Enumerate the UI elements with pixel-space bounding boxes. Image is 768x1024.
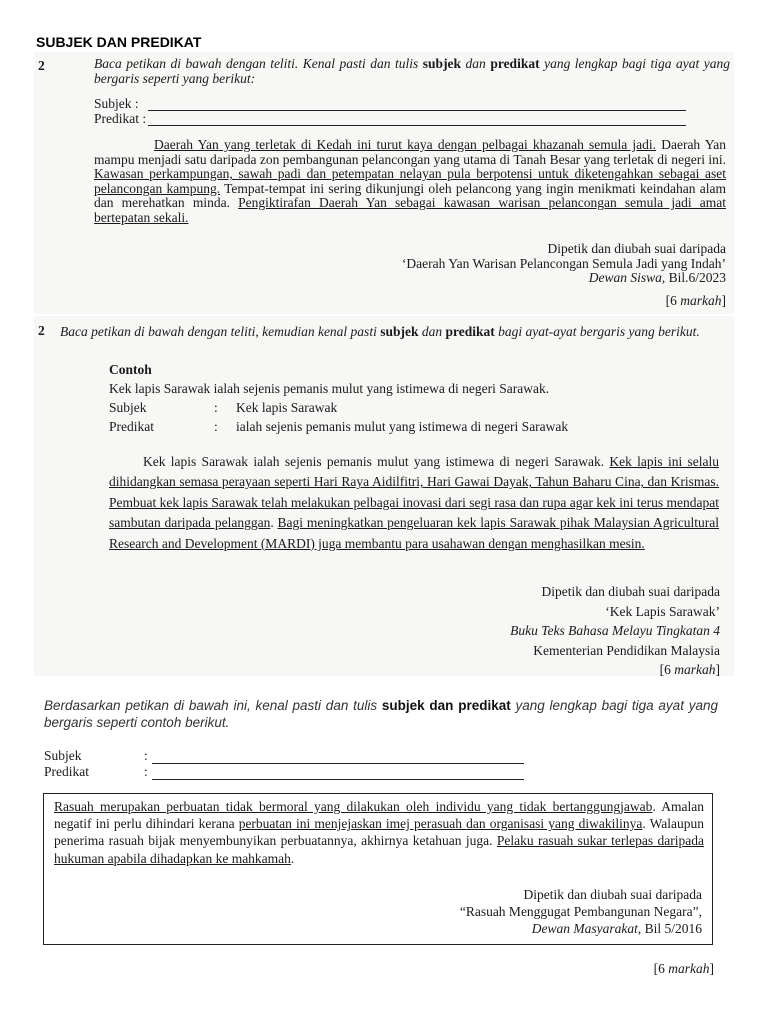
exercise-section-1	[34, 52, 734, 314]
answer-fields	[94, 96, 686, 126]
underlined-sentence: perbuatan ini menjejaskan imej perasuah dan organisasi yang diwakilinya	[238, 816, 643, 832]
subjek-answer-line[interactable]	[152, 752, 524, 764]
question-number: 2	[38, 58, 45, 73]
passage-box	[43, 793, 713, 945]
example-block: Contoh Kek lapis Sarawak ialah sejenis pemanis mulut yang istimewa di negeri Sarawak. Subjek : Kek lapis Sarawak Predikat : ialah sejenis pemanis mulut yang istimewa di negeri Sarawak	[109, 362, 569, 434]
subjek-label: Subjek :	[94, 96, 139, 111]
question-instruction: Berdasarkan petikan di bawah ini, kenal pasti dan tulis subjek dan predikat yang lengkap bagi tiga ayat yang bergaris seperti contoh berikut.	[44, 698, 718, 730]
underlined-sentence: Rasuah merupakan perbuatan tidak bermoral yang dilakukan oleh individu yang tidak bertanggungjawab	[54, 799, 653, 814]
underlined-sentence: Kawasan perkampungan, sawah padi dan petempatan nelayan pula berpotensi untuk diketengahkan sebagai aset pelancongan kampung.	[94, 166, 726, 196]
underlined-sentence: Pembuat kek lapis Sarawak telah melakukan pelbagai inovasi dari segi rasa dan rupa agar kek ini terus mendapat sambutan daripada pelanggan	[109, 494, 719, 531]
predikat-answer-line[interactable]	[152, 768, 524, 780]
underlined-sentence: Bagi meningkatkan pengeluaran kek lapis Sarawak pihak Malaysian Agricultural Research and Development (MARDI) juga membantu para usahawan dengan menghasilkan mesin.	[109, 515, 719, 551]
predikat-label: Predikat :	[94, 111, 147, 126]
marks-label: [6 markah]	[653, 961, 714, 976]
question-instruction: Baca petikan di bawah dengan teliti, kemudian kenal pasti subjek dan predikat bagi ayat-ayat bergaris yang berikut.	[60, 324, 700, 339]
example-predikat: ialah sejenis pemanis mulut yang istimewa di negeri Sarawak	[236, 419, 569, 434]
source-citation: Dipetik dan diubah suai daripada ‘Kek Lapis Sarawak’ Buku Teks Bahasa Melayu Tingkatan 4 Kementerian Pendidikan Malaysia [6 markah]	[510, 582, 720, 680]
example-title: Contoh	[109, 362, 152, 377]
question-instruction: Baca petikan di bawah dengan teliti. Kenal pasti dan tulis subjek dan predikat yang lengkap bagi tiga ayat yang bergaris seperti yang berikut:	[94, 56, 731, 86]
predikat-answer-line[interactable]	[148, 114, 686, 126]
underlined-sentence: Pengiktirafan Daerah Yan sebagai kawasan warisan pelancongan semula jadi amat bertepatan sekali.	[94, 195, 727, 225]
subjek-answer-line[interactable]	[148, 99, 686, 111]
exercise-section-2	[34, 316, 734, 676]
passage-text: Daerah Yan yang terletak di Kedah ini turut kaya dengan pelbagai khazanah semula jadi. Daerah Yan mampu menjadi satu daripada zon pembangunan pelancongan yang utama di Tanah Besar yang terletak di negeri ini. Kawasan perkampungan, sawah padi dan petempatan nelayan pula berpotensi untuk diketengahkan sebagai aset pelancongan kampung. Tempat-tempat ini sering dikunjungi oleh pelancong yang ingin menikmati keindahan alam dan merehatkan minda. Pengiktirafan Daerah Yan sebagai kawasan warisan pelancongan semula jadi amat bertepatan sekali.	[94, 137, 727, 225]
answer-fields: Subjek : Predikat :	[44, 748, 524, 780]
source-citation: Dipetik dan diubah suai daripada ‘Daerah Yan Warisan Pelancongan Semula Jadi yang Indah’ Dewan Siswa, Bil.6/2023	[401, 241, 726, 286]
marks-label: [6 markah]	[665, 293, 726, 308]
question-number: 2	[38, 323, 45, 338]
source-citation: Dipetik dan diubah suai daripada “Rasuah Menggugat Pembangunan Negara”, Dewan Masyarakat, Bil 5/2016	[459, 887, 702, 937]
underlined-sentence: Kek lapis ini selalu dihidangkan semasa perayaan seperti Hari Raya Aidilfitri, Hari Gawai Dayak, Tahun Baharu Cina, dan Krismas.	[109, 454, 719, 490]
marks-label: [6 markah]	[659, 662, 720, 678]
example-subjek: Kek lapis Sarawak	[236, 400, 338, 415]
underlined-sentence: Pelaku rasuah sukar terlepas daripada hukuman apabila dihadapkan ke mahkamah	[54, 833, 705, 866]
predikat-label: Predikat	[44, 764, 89, 779]
passage-text: Kek lapis Sarawak ialah sejenis pemanis mulut yang istimewa di negeri Sarawak. Kek lapis ini selalu dihidangkan semasa perayaan seperti Hari Raya Aidilfitri, Hari Gawai Dayak, Tahun Baharu Cina, dan Krismas. Pembuat kek lapis Sarawak telah melakukan pelbagai inovasi dari segi rasa dan rupa agar kek ini terus mendapat sambutan daripada pelanggan. Bagi meningkatkan pengeluaran kek lapis Sarawak pihak Malaysian Agricultural Research and Development (MARDI) juga membantu para usahawan dengan menghasilkan mesin.	[109, 454, 719, 551]
example-sentence: Kek lapis Sarawak ialah sejenis pemanis mulut yang istimewa di negeri Sarawak.	[109, 381, 550, 396]
page-heading: SUBJEK DAN PREDIKAT	[36, 34, 202, 50]
underlined-sentence: Daerah Yan yang terletak di Kedah ini turut kaya dengan pelbagai khazanah semula jadi.	[154, 137, 657, 152]
subjek-label: Subjek	[44, 748, 82, 763]
passage-text: Rasuah merupakan perbuatan tidak bermoral yang dilakukan oleh individu yang tidak bertanggungjawab. Amalan negatif ini perlu dihindari kerana perbuatan ini menjejaskan imej perasuah dan organisasi yang diwakilinya. Walaupun penerima rasuah bijak menyembunyikan perbuatannya, akhirnya ketahuan juga. Pelaku rasuah sukar terlepas daripada hukuman apabila dihadapkan ke mahkamah.	[54, 799, 705, 866]
